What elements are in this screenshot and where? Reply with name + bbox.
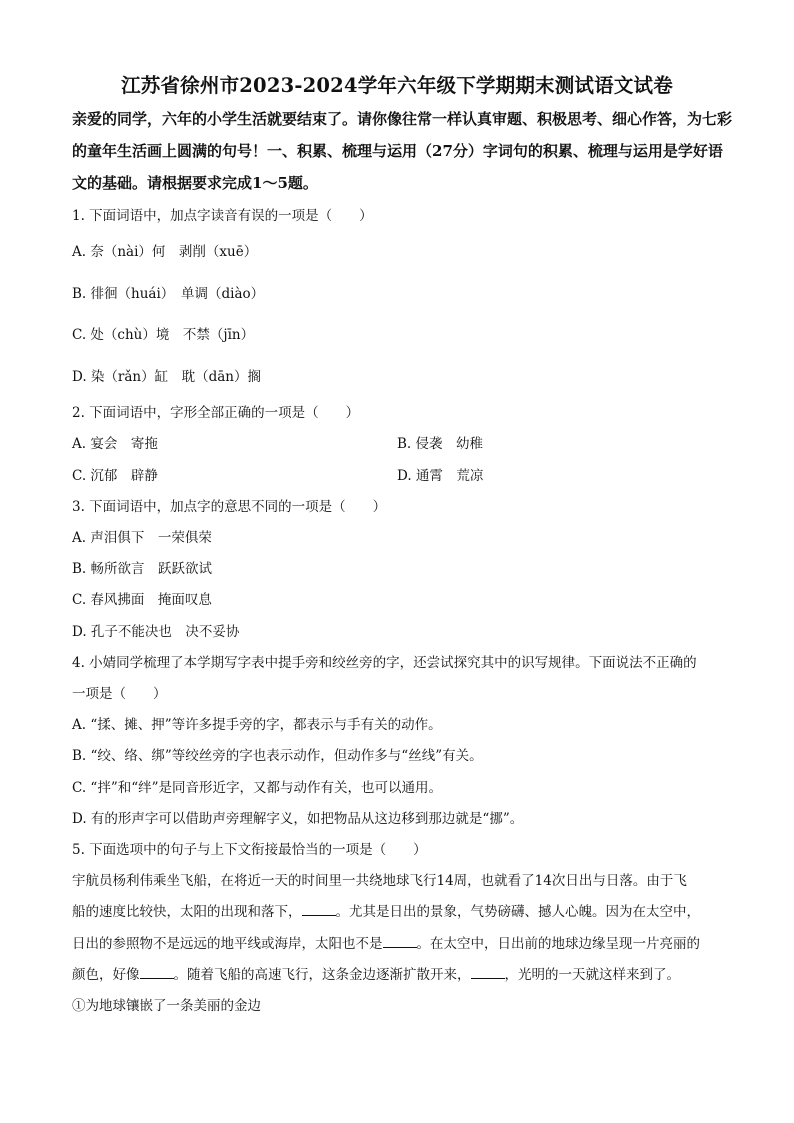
q2-option-c: C. 沉郁 辟静 (72, 468, 158, 484)
q5-stem: 5. 下面选项中的句子与上下文衔接最恰当的一项是（ ） (72, 842, 427, 858)
q4-stem-line2: 一项是（ ） (72, 686, 167, 702)
q5-passage-line4-part3: ，光明的一天就这样来到了。 (504, 967, 680, 983)
q1-option-d: D. 染（rǎn）缸 耽（dān）搁 (72, 369, 262, 385)
q5-passage-line4 (72, 963, 680, 983)
answer-blank (471, 964, 505, 979)
q3-option-a: A. 声泪俱下 一荣俱荣 (72, 530, 212, 546)
q5-passage-line2-part2: 。尤其是日出的景象，气势磅礴、撼人心魄。因为在太空中， (335, 904, 700, 920)
q1-option-b: B. 徘徊（huái） 单调（diào） (72, 286, 265, 302)
q5-passage-line3-part1: 日出的参照物不是远远的地平线或海岸，太阳也不是 (72, 936, 383, 952)
intro-paragraph: 亲爱的同学，六年的小学生活就要结束了。请你像往常一样认真审题、积极思考、细心作答，为七彩的童年生活画上圆满的句号！一、积累、梳理与运用（27分）字词句的积累、梳理与运用是学好语文的基础。请根据要求完成1～5题。 (72, 110, 733, 192)
q1-option-a: A. 奈（nài）何 剥削（xuē） (72, 244, 258, 260)
q2-stem: 2. 下面词语中，字形全部正确的一项是（ ） (72, 405, 360, 421)
q5-passage-line4-part2: 。随着飞船的高速飞行，这条金边逐渐扩散开来， (173, 967, 471, 983)
q2-option-d: D. 通霄 荒凉 (397, 468, 484, 484)
q2-option-b: B. 侵袭 幼稚 (397, 436, 484, 452)
q5-passage-line3-part2: 。在太空中，日出前的地球边缘呈现一片亮丽的 (416, 936, 700, 952)
q3-option-d: D. 孔子不能决也 决不妥协 (72, 624, 240, 640)
q4-option-d: D. 有的形声字可以借助声旁理解字义，如把物品从这边移到那边就是“挪”。 (72, 811, 524, 827)
page-title: 江苏省徐州市2023-2024学年六年级下学期期末测试语文试卷 (121, 74, 673, 97)
q3-option-b: B. 畅所欲言 跃跃欲试 (72, 561, 213, 577)
q1-stem: 1. 下面词语中，加点字读音有误的一项是（ ） (72, 208, 373, 224)
q2-option-a: A. 宴会 寄拖 (72, 436, 158, 452)
q5-passage-line4-part1: 颜色，好像 (72, 967, 140, 983)
q5-passage-line3 (72, 932, 700, 952)
q4-option-c: C. “拌”和“绊”是同音形近字，又都与动作有关，也可以通用。 (72, 780, 443, 796)
q4-option-b: B. “绞、络、绑”等绞丝旁的字也表示动作，但动作多与“丝线”有关。 (72, 748, 483, 764)
q5-choice-1: ①为地球镶嵌了一条美丽的金边 (72, 998, 261, 1014)
q4-option-a: A. “揉、摊、押”等许多提手旁的字，都表示与手有关的动作。 (72, 717, 442, 733)
answer-blank (140, 964, 174, 979)
answer-blank (302, 901, 336, 916)
q4-stem-line1: 4. 小婧同学梳理了本学期写字表中提手旁和绞丝旁的字，还尝试探究其中的识写规律。下面说法不正确的 (72, 655, 697, 671)
q5-passage-line2-part1: 船的速度比较快，太阳的出现和落下， (72, 904, 302, 920)
q1-option-c: C. 处（chù）境 不禁（jīn） (72, 327, 255, 343)
q5-passage-line1: 宇航员杨利伟乘坐飞船，在将近一天的时间里一共绕地球飞行14周，也就看了14次日出与日落。由于飞 (72, 873, 687, 889)
answer-blank (383, 933, 417, 948)
q3-stem: 3. 下面词语中，加点字的意思不同的一项是（ ） (72, 499, 387, 515)
q5-passage-line2 (72, 900, 700, 920)
q3-option-c: C. 春风拂面 掩面叹息 (72, 592, 212, 608)
